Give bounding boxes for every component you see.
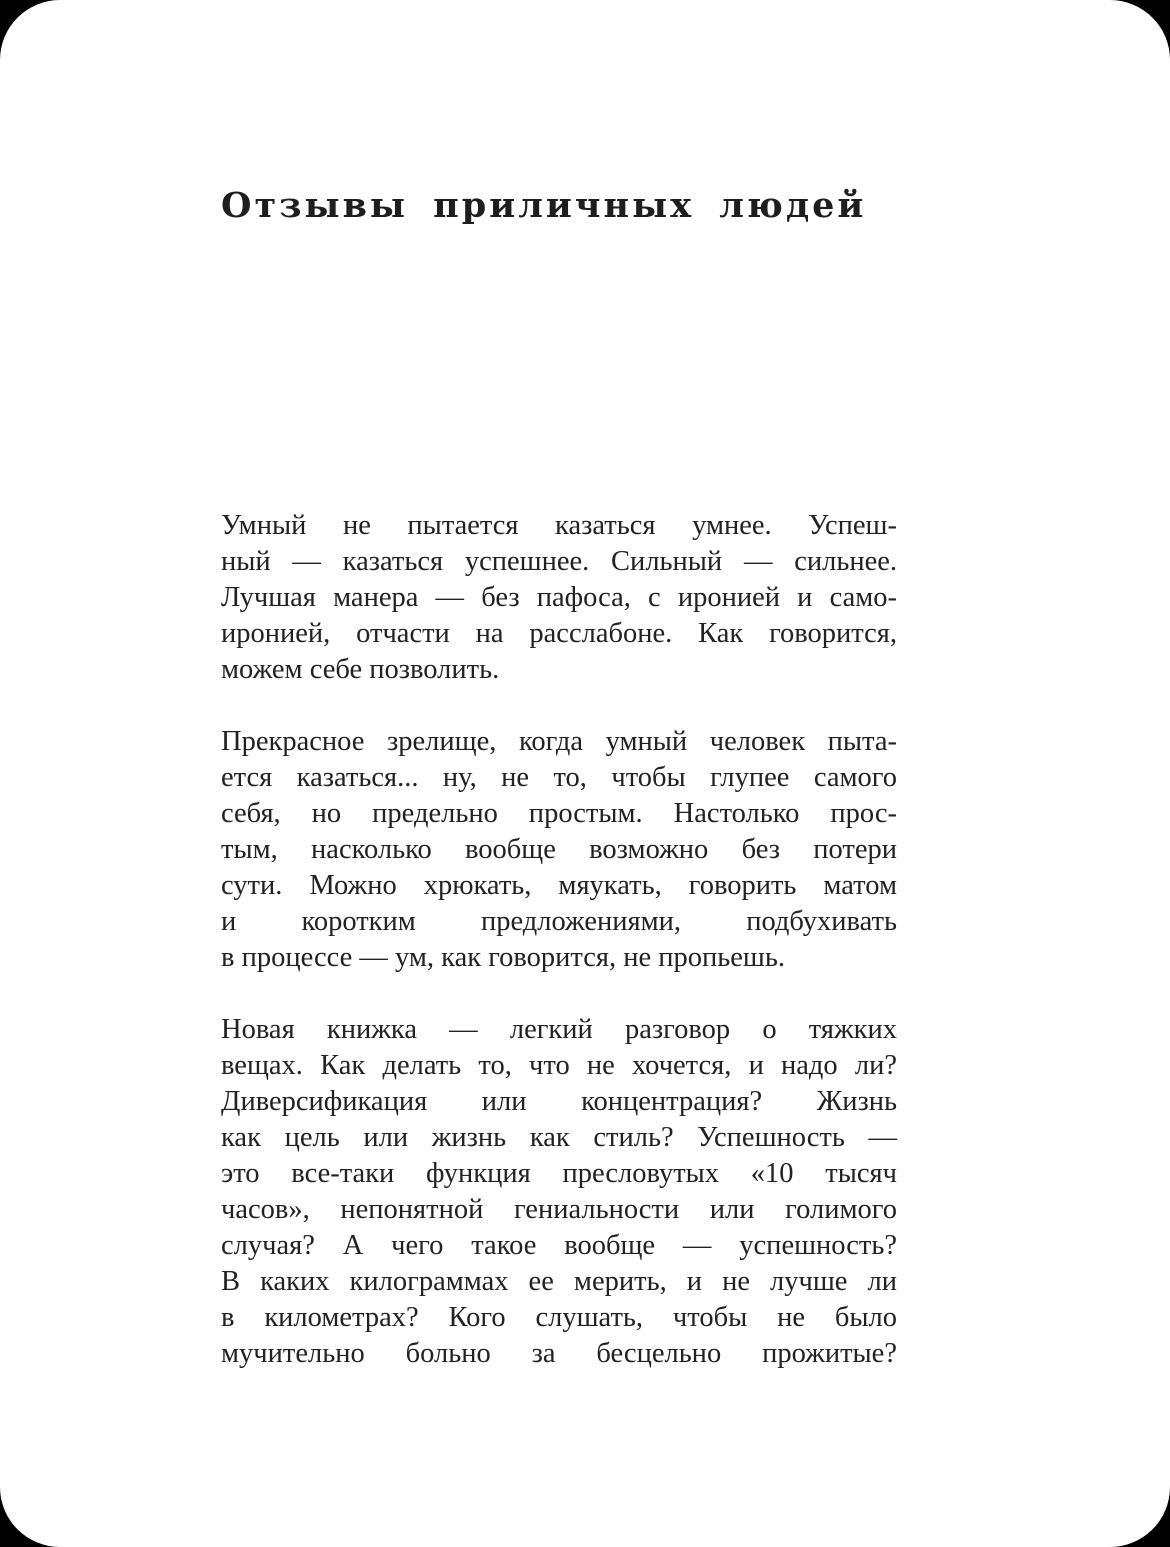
text-line: часов», непонятной гениальности или голимого (221, 1194, 897, 1225)
text-line: и коротким предложениями, подбухивать (221, 906, 897, 937)
text-line: это все-таки функция пресловутых «10 тысяч (221, 1158, 897, 1189)
text-line: тым, насколько вообще возможно без потери (221, 834, 897, 865)
text-line: можем себе позволить. (221, 654, 500, 685)
text-line: Лучшая манера — без пафоса, с иронией и само- (221, 582, 897, 613)
text-line: как цель или жизнь как стиль? Успешность — (221, 1122, 897, 1153)
text-line: сути. Можно хрюкать, мяукать, говорить матом (221, 870, 897, 901)
text-line: В каких килограммах ее мерить, и не лучше ли (221, 1266, 897, 1297)
page-title: Отзывы приличных людей (221, 185, 867, 226)
text-line: случая? А чего такое вообще — успешность? (221, 1230, 897, 1261)
text-line: Умный не пытается казаться умнее. Успеш- (221, 510, 897, 541)
text-line: себя, но предельно простым. Настолько прос- (221, 798, 897, 829)
text-line: Новая книжка — легкий разговор о тяжких (221, 1014, 897, 1045)
text-line: Диверсификация или концентрация? Жизнь (221, 1086, 897, 1117)
paragraph-1 (221, 508, 897, 688)
text-line: иронией, отчасти на расслабоне. Как говорится, (221, 618, 897, 649)
paragraph-3 (221, 1012, 897, 1372)
body-text (221, 508, 897, 1408)
text-line: ется казаться... ну, не то, чтобы глупее самого (221, 762, 897, 793)
text-line: в километрах? Кого слушать, чтобы не было (221, 1302, 897, 1333)
text-line: мучительно больно за бесцельно прожитые? (221, 1338, 897, 1369)
text-line: Прекрасное зрелище, когда умный человек пыта- (221, 726, 897, 757)
text-line: ный — казаться успешнее. Сильный — сильнее. (221, 546, 897, 577)
text-line: в процессе — ум, как говорится, не пропьешь. (221, 942, 785, 973)
text-line: вещах. Как делать то, что не хочется, и надо ли? (221, 1050, 897, 1081)
paragraph-2 (221, 724, 897, 976)
